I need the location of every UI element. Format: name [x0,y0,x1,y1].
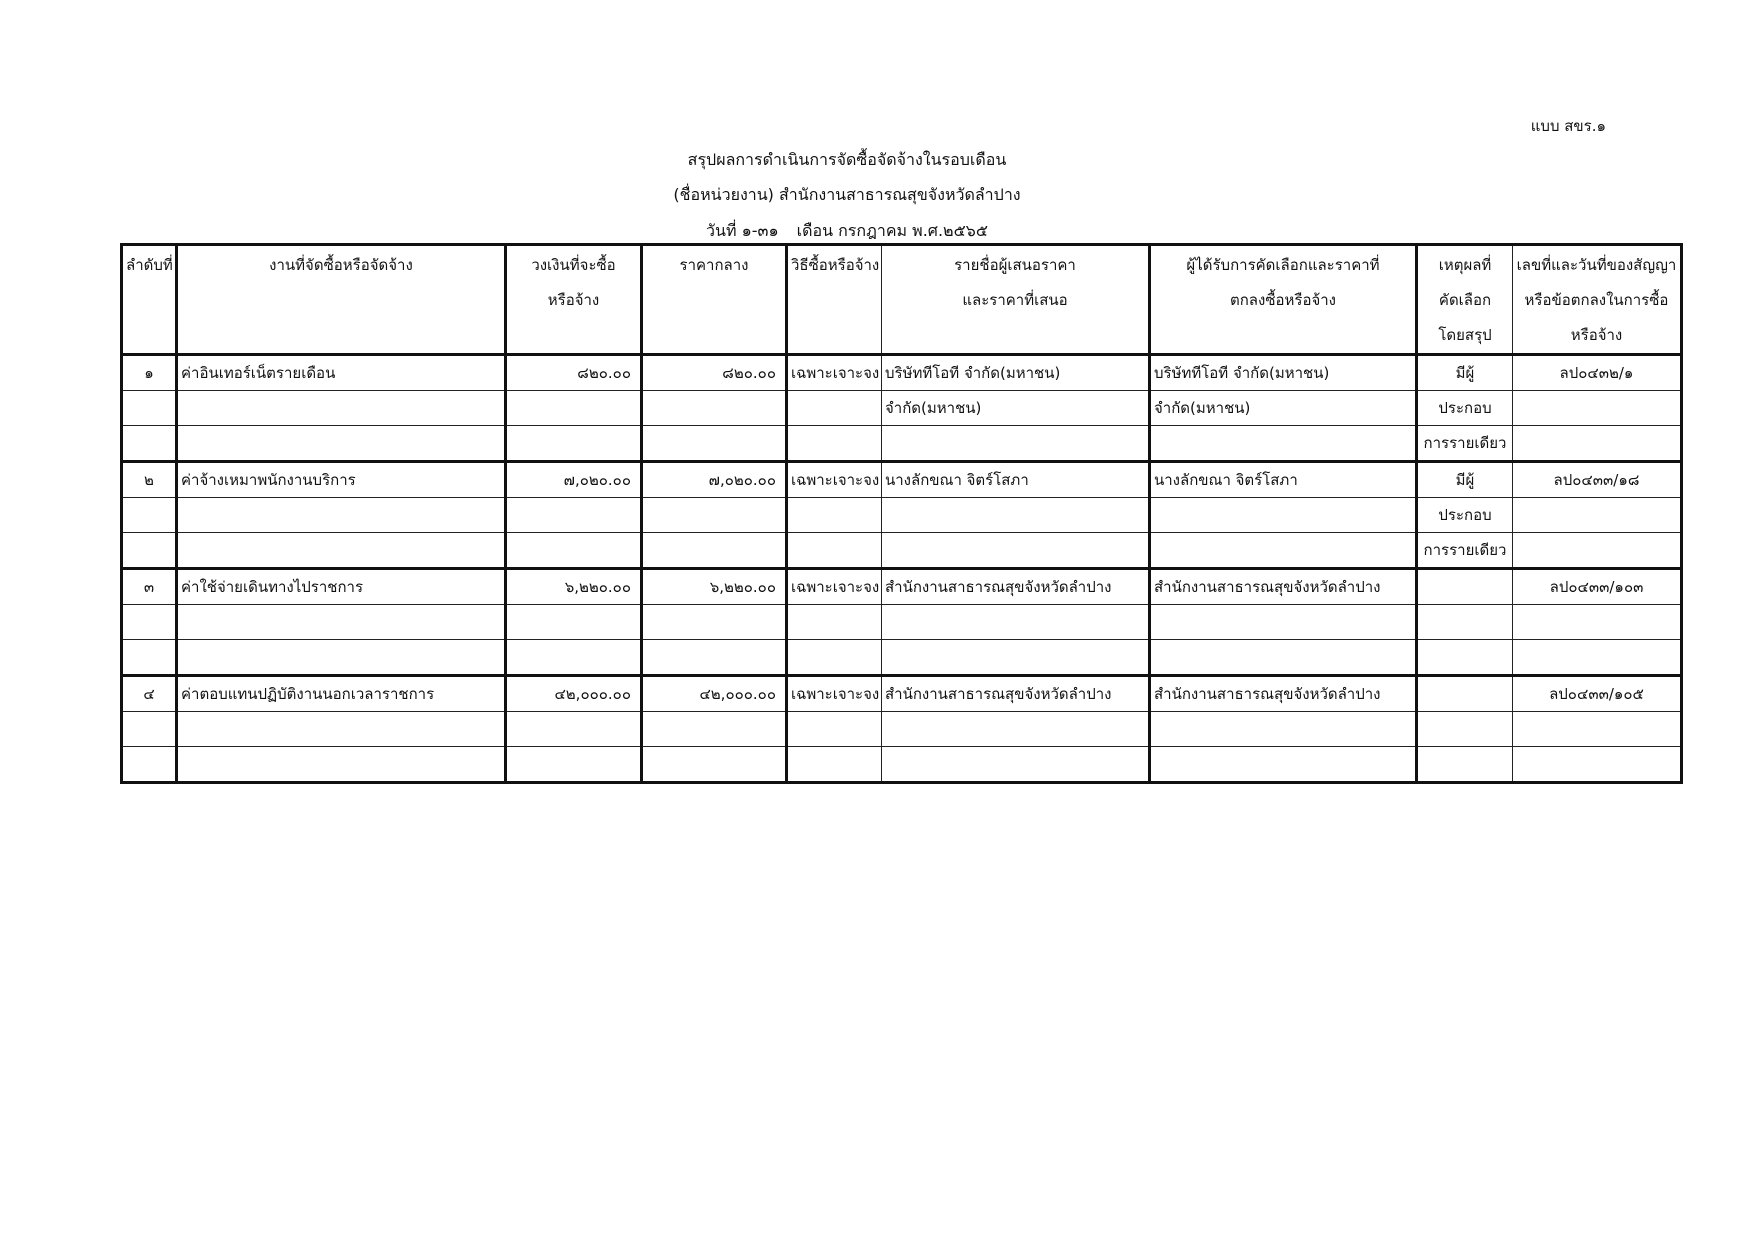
table-row [122,676,1682,712]
header-winner: ผู้ได้รับการคัดเลือกและราคาที่ ตกลงซื้อหรือจ้าง [1150,245,1417,355]
item-group-4 [122,676,1682,783]
header-no: ลำดับที่ [122,245,177,355]
header-reason: เหตุผลที่ คัดเลือก โดยสรุป [1417,245,1513,355]
cell-item: ค่าจ้างเหมาพนักงานบริการ [177,462,506,498]
table-row [122,391,1682,426]
cell-no: ๑ [122,355,177,391]
report-month: เดือน กรกฎาคม พ.ศ.๒๕๖๕ [796,221,988,240]
cell-budget: ๗,๐๒๐.๐๐ [506,462,642,498]
header-method: วิธีซื้อหรือจ้าง [787,245,882,355]
header-item: งานที่จัดซื้อหรือจัดจ้าง [177,245,506,355]
cell-budget: ๖,๒๒๐.๐๐ [506,569,642,605]
item-group-3 [122,569,1682,676]
cell-reason: มีผู้ [1417,355,1513,391]
header-contract: เลขที่และวันที่ของสัญญา หรือข้อตกลงในการซื้อ หรือจ้าง [1513,245,1682,355]
cell-winner [1150,498,1417,533]
cell-reason: ประกอบ [1417,498,1513,533]
form-code: แบบ สขร.๑ [1530,117,1606,135]
cell-median-price: ๖,๒๒๐.๐๐ [642,569,787,605]
cell-bidder: จำกัด(มหาชน) [882,391,1150,426]
cell-contract: ลป๐๔๓๓/๑๐๕ [1513,676,1682,712]
header-bidders: รายชื่อผู้เสนอราคา และราคาที่เสนอ [882,245,1150,355]
cell-reason: มีผู้ [1417,462,1513,498]
report-period [0,219,1694,244]
table-row [122,605,1682,640]
report-date-range: วันที่ ๑-๓๑ [706,221,779,240]
cell-contract: ลป๐๔๓๒/๑ [1513,355,1682,391]
cell-winner: สำนักงานสาธารณสุขจังหวัดลำปาง [1150,676,1417,712]
table-row [122,498,1682,533]
table-row [122,462,1682,498]
table-row [122,533,1682,569]
cell-bidder: นางลักขณา จิตร์โสภา [882,462,1150,498]
cell-winner: นางลักขณา จิตร์โสภา [1150,462,1417,498]
cell-winner: บริษัททีโอที จำกัด(มหาชน) [1150,355,1417,391]
cell-bidder [882,426,1150,462]
cell-winner: จำกัด(มหาชน) [1150,391,1417,426]
cell-contract: ลป๐๔๓๓/๑๐๓ [1513,569,1682,605]
table-row [122,747,1682,783]
cell-reason [1417,676,1513,712]
item-group-1 [122,355,1682,462]
cell-bidder [882,498,1150,533]
cell-median-price: ๔๒,๐๐๐.๐๐ [642,676,787,712]
table-row [122,569,1682,605]
table-row [122,712,1682,747]
agency-name: (ชื่อหน่วยงาน) สำนักงานสาธารณสุขจังหวัดลำปาง [673,185,1021,204]
cell-no: ๓ [122,569,177,605]
cell-method: เฉพาะเจาะจง [787,569,882,605]
table-row [122,640,1682,676]
cell-item: ค่าตอบแทนปฏิบัติงานนอกเวลาราชการ [177,676,506,712]
cell-bidder: สำนักงานสาธารณสุขจังหวัดลำปาง [882,676,1150,712]
cell-median-price: ๗,๐๒๐.๐๐ [642,462,787,498]
cell-budget: ๘๒๐.๐๐ [506,355,642,391]
cell-winner: สำนักงานสาธารณสุขจังหวัดลำปาง [1150,569,1417,605]
item-group-2 [122,462,1682,569]
cell-reason [1417,569,1513,605]
cell-bidder: บริษัททีโอที จำกัด(มหาชน) [882,355,1150,391]
header-budget: วงเงินที่จะซื้อ หรือจ้าง [506,245,642,355]
cell-median-price: ๘๒๐.๐๐ [642,355,787,391]
cell-no: ๔ [122,676,177,712]
cell-method: เฉพาะเจาะจง [787,676,882,712]
cell-winner [1150,533,1417,569]
cell-winner [1150,426,1417,462]
cell-method: เฉพาะเจาะจง [787,355,882,391]
cell-no: ๒ [122,462,177,498]
cell-reason: ประกอบ [1417,391,1513,426]
cell-bidder: สำนักงานสาธารณสุขจังหวัดลำปาง [882,569,1150,605]
report-title: สรุปผลการดำเนินการจัดซื้อจัดจ้างในรอบเดือน [687,150,1007,169]
cell-reason: การรายเดียว [1417,426,1513,462]
procurement-summary-table [120,243,1683,784]
table-header-row [122,245,1682,355]
cell-bidder [882,533,1150,569]
cell-method: เฉพาะเจาะจง [787,462,882,498]
header-median-price: ราคากลาง [642,245,787,355]
table-row [122,355,1682,391]
cell-reason: การรายเดียว [1417,533,1513,569]
cell-item: ค่าใช้จ่ายเดินทางไปราชการ [177,569,506,605]
table-row [122,426,1682,462]
cell-budget: ๔๒,๐๐๐.๐๐ [506,676,642,712]
cell-contract: ลป๐๔๓๓/๑๘ [1513,462,1682,498]
cell-item: ค่าอินเทอร์เน็ตรายเดือน [177,355,506,391]
